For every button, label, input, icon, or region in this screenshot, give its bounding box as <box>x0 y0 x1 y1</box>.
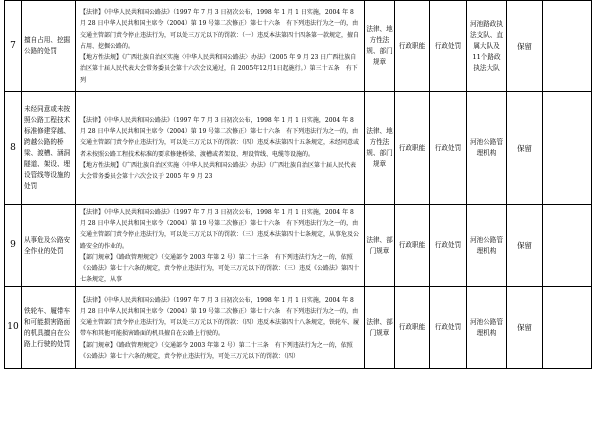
extra-column <box>543 1 592 92</box>
basis-tag: 【法律】 <box>80 296 105 304</box>
basis-paragraph <box>80 115 361 160</box>
basis-tag: 【法律】 <box>80 209 105 216</box>
subject-type <box>365 92 395 205</box>
basis-paragraph <box>80 160 361 182</box>
item-name: 铁轮车、履带车和可能损害路面的机具擅自在公路上行驶的处罚 <box>22 287 76 369</box>
extra-column <box>543 92 592 205</box>
basis-text: 《广西壮族自治区实施〈中华人民共和国公路法〉办法》（2005 年 9 月 23 日广西壮族自治区第十届人民代表大会常务委员会第十六次会议通过，自 2005年12月1日起施行。）第三十五条 有下列 <box>80 54 358 84</box>
basis-paragraph <box>80 7 361 52</box>
table-row <box>5 205 592 287</box>
organization <box>467 205 507 287</box>
remark: 保留 <box>507 287 543 369</box>
legal-basis <box>76 287 365 369</box>
remark: 保留 <box>507 92 543 205</box>
remark: 保留 <box>507 1 543 92</box>
basis-tag: 【地方性法规】 <box>80 161 123 169</box>
table-row <box>5 92 592 205</box>
basis-text: 《中华人民共和国公路法》（1997 年 7 月 3 日初次公布，1998 年 1 月 1 日实施，2004 年 8 月 28 日中华人民共和国主席令（2004）第 19 号第二次修正）第七十六条 有下列违法行为之一的，由交通主管部门责令停止违法行为，可以处三万元以下的罚款：（四）违反本法第四十五条规定，未经同意或者未按照公路工程技术标准的要求修建桥梁、渡槽或者架设、埋设管线、电缆等设施的。 <box>80 116 360 158</box>
organization <box>467 287 507 369</box>
basis-paragraph <box>80 340 361 362</box>
category <box>395 1 430 92</box>
category <box>395 92 430 205</box>
subject-text: 法律、地方性法规、部门规章 <box>366 127 393 168</box>
organization <box>467 92 507 205</box>
table-row <box>5 1 592 92</box>
subject-text: 法律、地方性法规、部门规章 <box>366 25 393 66</box>
power-type: 行政处罚 <box>430 287 467 369</box>
subject-type <box>365 205 395 287</box>
extra-column <box>543 287 592 369</box>
basis-tag: 【法律】 <box>80 116 105 124</box>
item-name: 未经同意或未按照公路工程技术标准修建穿越、跨越公路的桥梁、渡槽、涵洞隧道、架设、埋设管线等设施的处罚 <box>22 92 76 205</box>
category-text: 行政职能 <box>398 41 426 50</box>
row-number: 8 <box>5 92 22 205</box>
organization-text: 河池路政执法支队、直属大队及11个路政执法大队 <box>470 19 503 72</box>
power-list-table <box>4 0 592 369</box>
basis-paragraph <box>80 52 361 86</box>
basis-tag: 【地方性法规】 <box>80 54 123 62</box>
organization-text: 河池公路管理机构 <box>470 138 503 157</box>
organization <box>467 1 507 92</box>
basis-text: 《路政管理规定》（交通部令 2003 年第 2 号）第二十三条 有下列违法行为之一的，依照《公路法》第七十六条的规定，责令停止违法行为，可处三万元以下的罚款：（四） <box>80 341 353 360</box>
category-text: 行政职能 <box>398 143 426 152</box>
basis-tag: 【部门规章】 <box>80 253 117 261</box>
item-name: 擅自占用、挖掘公路的处罚 <box>22 1 76 92</box>
category <box>395 287 430 369</box>
row-number: 7 <box>5 1 22 92</box>
subject-type <box>365 287 395 369</box>
subject-text: 法律、部门规章 <box>366 235 393 255</box>
basis-tag: 【部门规章】 <box>80 341 117 349</box>
power-type: 行政处罚 <box>430 92 467 205</box>
basis-text: 《中华人民共和国公路法》（1997 年 7 月 3 日初次公布，1998 年 1 月 1 日实施，2004 年 8 月 28 日中华人民共和国主席令（2004）第 19 号第二次修正）第七十六条 有下列违法行为之一的，由交通主管部门责令停止违法行为，可以处三万元以下的罚款：（一）违反本法第四十四条第一款规定，擅自占用、挖掘公路的。 <box>80 9 360 50</box>
category-text: 行政职能 <box>398 323 426 332</box>
organization-text: 河池公路管理机构 <box>470 235 503 255</box>
basis-paragraph <box>80 207 361 252</box>
row-number: 10 <box>5 287 22 369</box>
power-type: 行政处罚 <box>430 205 467 287</box>
legal-basis <box>76 92 365 205</box>
legal-basis <box>76 205 365 287</box>
basis-text: 《路政管理规定》（交通部令 2003 年第 2 号）第二十三条 有下列违法行为之一的，依照《公路法》第七十六条的规定，责令停止违法行为，可处三万元以下的罚款：（三）违反《公路法》第四十七条规定，从事 <box>80 253 360 284</box>
basis-text: 《中华人民共和国公路法》（1997 年 7 月 3 日初次公布，1998 年 1 月 1 日实施，2004 年 8 月 28 日中华人民共和国主席令（2004）第 19 号第二次修正）第七十六条 有下列违法行为之一的，由交通主管部门责令停止违法行为，可以处三万元以下的罚款：（三）违反本法第四十七条规定，从事危及公路安全的作业的。 <box>80 209 360 250</box>
basis-tag: 【法律】 <box>80 9 105 17</box>
table-row <box>5 287 592 369</box>
power-type: 行政处罚 <box>430 1 467 92</box>
category-text: 行政职能 <box>398 241 426 250</box>
basis-text: 《广西壮族自治区实施〈中华人民共和国公路法〉办法》（广西壮族自治区第十届人民代表大会常务委员会第十六次会议于 2005 年 9 月 23 <box>80 161 357 180</box>
legal-basis <box>76 1 365 92</box>
basis-paragraph <box>80 252 361 286</box>
basis-paragraph <box>80 295 361 340</box>
basis-text: 《中华人民共和国公路法》（1997 年 7 月 3 日初次公布，1998 年 1 月 1 日实施，2004 年 8 月 28 日中华人民共和国主席令（2004）第 19 号第二次修正）第七十六条 有下列违法行为之一的，由交通主管部门责令停止违法行为，可以处三万元以下的罚款：（四）违反本法第四十八条规定，铁轮车、履带车和其他可能损害路面的机具擅自在公路上行驶的。 <box>80 296 360 338</box>
item-name: 从事危及公路安全作业的处罚 <box>22 205 76 287</box>
row-number: 9 <box>5 205 22 287</box>
extra-column <box>543 205 592 287</box>
organization-text: 河池公路管理机构 <box>470 317 503 337</box>
subject-type <box>365 1 395 92</box>
remark: 保留 <box>507 205 543 287</box>
category <box>395 205 430 287</box>
subject-text: 法律、部门规章 <box>366 317 393 337</box>
